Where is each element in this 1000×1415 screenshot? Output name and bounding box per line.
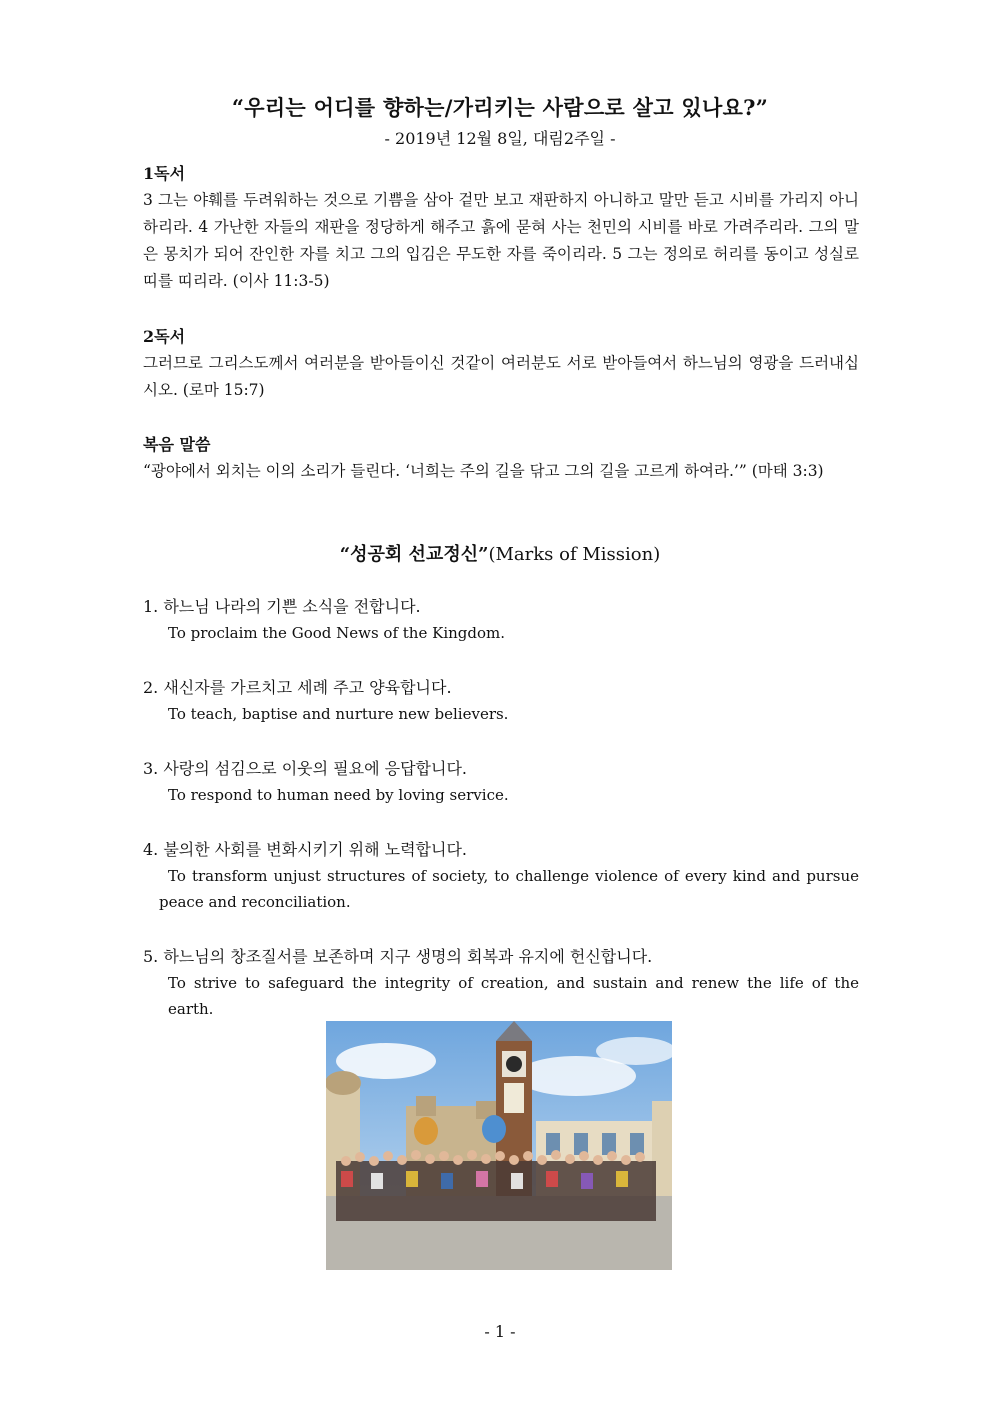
mission-title (0, 540, 1000, 566)
page-title: “우리는 어디를 향하는/가리키는 사람으로 살고 있나요?” (231, 95, 769, 120)
group-photo (326, 1021, 672, 1270)
reading-text: 3 그는 야훼를 두려워하는 것으로 기쁨을 삼아 겉만 보고 재판하지 아니하고 말만 듣고 시비를 가리지 아니하리라. 4 가난한 자들의 재판을 정당하게 해주고 흙에 묻혀 사는 천민의 시비를 바로 가려주리라. 그의 말은 몽치가 되어 잔인한 자를 치고 그의 입김은 무도한 자를 죽이리라. 5 그는 정의로 허리를 동이고 성실로 띠를 띠리라. (이사 11:3-5) (143, 191, 859, 290)
mission-item-english: To proclaim the Good News of the Kingdom. (168, 624, 506, 642)
mission-item-korean: 2. 새신자를 가르치고 세례 주고 양육합니다. (143, 678, 452, 697)
mission-title-english: (Marks of Mission) (488, 544, 661, 565)
mission-item (143, 837, 859, 915)
mission-item-english: To strive to safeguard the integrity of creation, and sustain and renew the life of the earth. (168, 974, 859, 1018)
mission-item-english: To respond to human need by loving service. (168, 786, 509, 804)
mission-item (143, 944, 859, 1022)
mission-item (143, 675, 859, 727)
mission-item-korean: 4. 불의한 사회를 변화시키기 위해 노력합니다. (143, 840, 467, 859)
mission-item-english: To teach, baptise and nurture new believers. (168, 705, 509, 723)
page-subtitle: - 2019년 12월 8일, 대림2주일 - (384, 129, 616, 148)
reading-heading: 1독서 (143, 164, 186, 183)
reading-heading: 2독서 (143, 327, 186, 346)
mission-item-english: To transform unjust structures of society, to challenge violence of every kind and pursue peace and reconciliation. (159, 867, 859, 911)
mission-item (143, 756, 859, 808)
mission-item-korean: 1. 하느님 나라의 기쁜 소식을 전합니다. (143, 597, 421, 616)
mission-item-korean: 5. 하느님의 창조질서를 보존하며 지구 생명의 회복과 유지에 헌신합니다. (143, 947, 653, 966)
reading-text: “광야에서 외치는 이의 소리가 들린다. ‘너희는 주의 길을 닦고 그의 길을 고르게 하여라.’” (마태 3:3) (143, 462, 824, 480)
reading-text: 그러므로 그리스도께서 여러분을 받아들이신 것같이 여러분도 서로 받아들여서 하느님의 영광을 드러내십시오. (로마 15:7) (143, 354, 859, 399)
page-number: - 1 - (484, 1322, 516, 1341)
reading-gospel (143, 431, 859, 485)
reading-heading: 복음 말씀 (143, 435, 211, 454)
mission-item (143, 594, 859, 646)
reading-second (143, 323, 859, 404)
reading-first (143, 160, 859, 295)
mission-item-korean: 3. 사랑의 섬김으로 이웃의 필요에 응답합니다. (143, 759, 467, 778)
mission-title-korean: “성공회 선교정신” (339, 544, 489, 565)
